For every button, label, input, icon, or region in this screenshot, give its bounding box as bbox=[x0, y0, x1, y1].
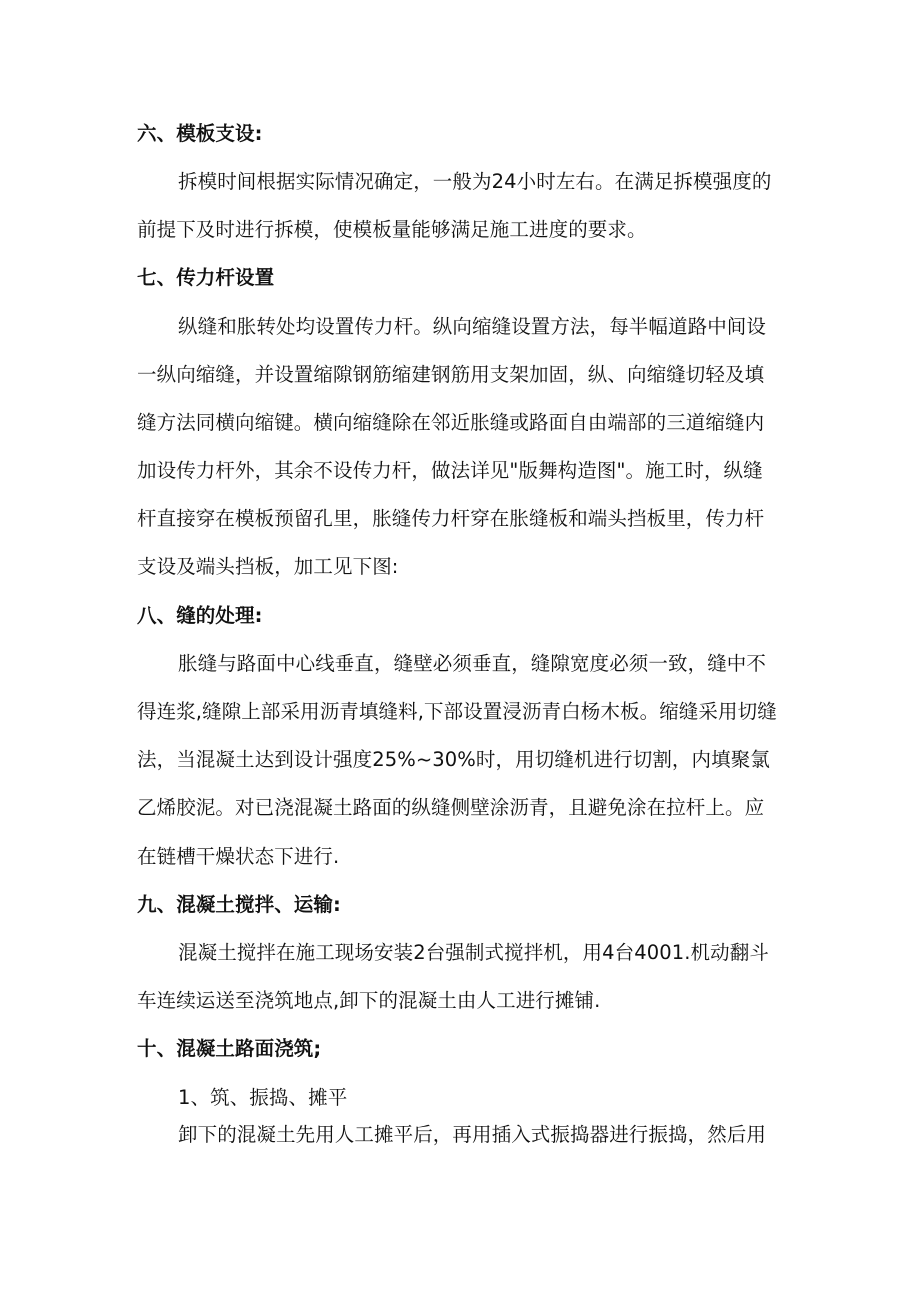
section-heading-9: 九、混凝土搅拌、运输: bbox=[137, 893, 341, 916]
paragraph-line: 前提下及时进行拆模，使模板量能够满足施工进度的要求。 bbox=[137, 218, 647, 241]
section-heading-10: 十、混凝土路面浇筑; bbox=[137, 1037, 322, 1060]
paragraph-line: 加设传力杆外，其余不设传力杆，做法详见"版舞构造图"。施工时，纵缝 bbox=[137, 459, 763, 482]
section-heading-7: 七、传力杆设置 bbox=[137, 266, 275, 289]
paragraph-line: 缝方法同横向缩键。横向缩缝除在邻近胀缝或路面自由端部的三道缩缝内 bbox=[137, 411, 765, 434]
paragraph-line: 法，当混凝土达到设计强度25%~30%时，用切缝机进行切割，内填聚氯 bbox=[137, 748, 770, 771]
paragraph-line: 杆直接穿在模板预留孔里，胀缝传力杆穿在胀缝板和端头挡板里，传力杆 bbox=[137, 507, 765, 530]
paragraph-line: 拆模时间根据实际情况确定，一般为24小时左右。在满足拆模强度的 bbox=[178, 170, 772, 193]
paragraph-line: 在链槽干燥状态下进行. bbox=[137, 845, 340, 868]
section-heading-8: 八、缝的处理: bbox=[137, 604, 263, 627]
paragraph-line: 车连续运送至浇筑地点,卸下的混凝土由人工进行摊铺. bbox=[137, 989, 601, 1012]
sub-item-title: 1、筑、振捣、摊平 bbox=[178, 1086, 348, 1109]
section-heading-6: 六、模板支设: bbox=[137, 122, 263, 145]
paragraph-line: 得连浆,缝隙上部采用沥青填缝料,下部设置浸沥青白杨木板。缩缝采用切缝 bbox=[137, 700, 777, 723]
paragraph-line: 支设及端头挡板，加工见下图: bbox=[137, 555, 399, 578]
paragraph-line: 纵缝和胀转处均设置传力杆。纵向缩缝设置方法，每半幅道路中间设 bbox=[178, 315, 767, 338]
paragraph-line: 混凝土搅拌在施工现场安装2台强制式搅拌机，用4台4001.机动翻斗 bbox=[178, 941, 769, 964]
paragraph-line: 胀缝与路面中心线垂直，缝壁必须垂直，缝隙宽度必须一致，缝中不 bbox=[178, 652, 767, 675]
paragraph-line: 乙烯胶泥。对已浇混凝土路面的纵缝侧壁涂沥青，且避免涂在拉杆上。应 bbox=[137, 796, 765, 819]
paragraph-line: 卸下的混凝土先用人工摊平后，再用插入式振捣器进行振捣，然后用 bbox=[178, 1123, 767, 1146]
paragraph-line: 一纵向缩缝，并设置缩隙钢筋缩建钢筋用支架加固，纵、向缩缝切轻及填 bbox=[137, 363, 765, 386]
